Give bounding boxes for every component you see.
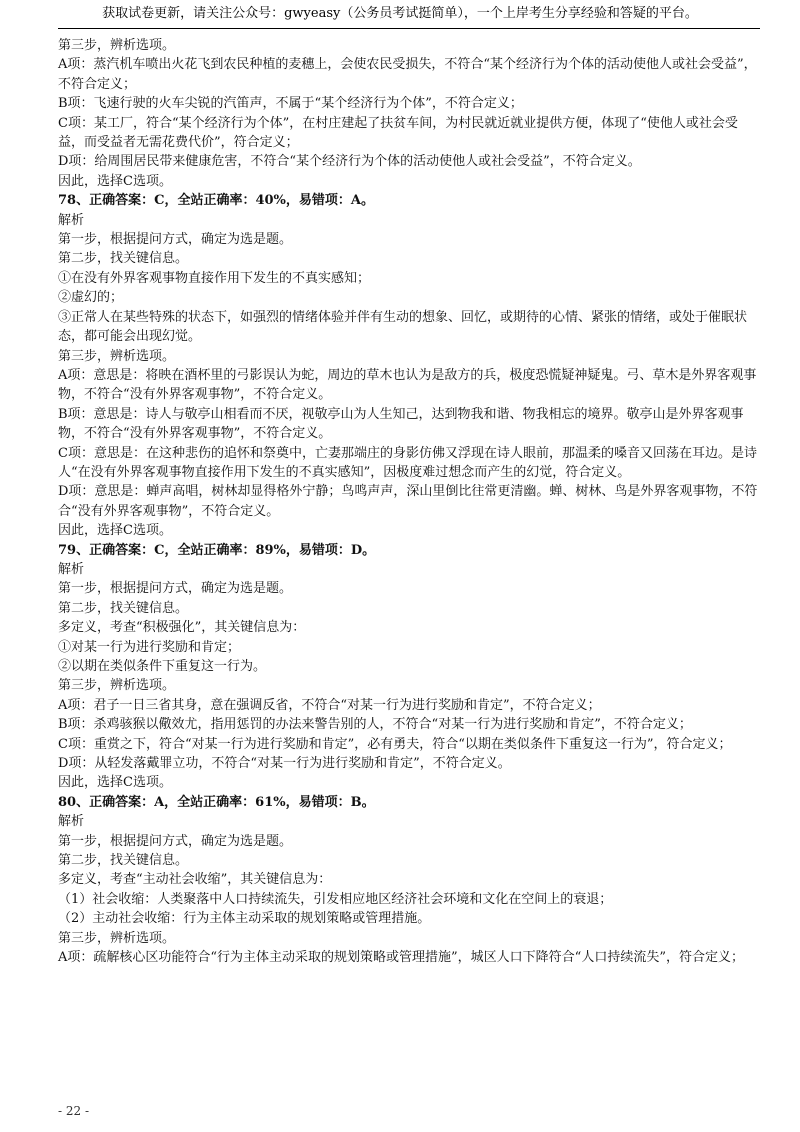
text-line: 第三步，辨析选项。	[58, 678, 176, 694]
text-line: A项：疏解核心区功能符合“行为主体主动采取的规划策略或管理措施”，城区人口下降符合“人口持续流失”，符合定义；	[58, 950, 744, 966]
page-number: - 22 -	[58, 1104, 90, 1118]
text-line: 第一步，根据提问方式，确定为选是题。	[58, 833, 293, 849]
text-line: A项：蒸汽机车喷出火花飞到农民种植的麦穗上，会使农民受损失，不符合“某个经济行为个体的活动使他人或社会受益”，不符合定义；	[58, 57, 757, 92]
text-line: 多定义，考查“主动社会收缩”，其关键信息为：	[58, 872, 332, 888]
text-line: B项：飞速行驶的火车尖锐的汽笛声，不属于“某个经济行为个体”，不符合定义；	[58, 96, 523, 112]
text-line: C项：意思是：在这种悲伤的追怀和祭奠中，亡妻那端庄的身影仿佛又浮现在诗人眼前，那温柔的嗓音又回荡在耳边。是诗人“在没有外界客观事物直接作用下发生的不真实感知”，因极度难过想念而产生的幻觉，符合定义。	[58, 445, 757, 480]
text-line: A项：君子一日三省其身，意在强调反省，不符合“对某一行为进行奖励和肯定”，不符合定义；	[58, 697, 601, 713]
text-line: 因此，选择C选项。	[58, 173, 172, 189]
header-divider	[58, 28, 760, 29]
text-line: （1）社会收缩：人类聚落中人口持续流失，引发相应地区经济社会环境和文化在空间上的衰退；	[58, 891, 613, 907]
text-line: D项：从轻发落戴罪立功，不符合“对某一行为进行奖励和肯定”，不符合定义。	[58, 756, 511, 772]
text-line: 第三步，辨析选项。	[58, 38, 176, 53]
text-line: B项：意思是：诗人与敬亭山相看而不厌，视敬亭山为人生知己，达到物我和谐、物我相忘的境界。敬亭山是外界客观事物，不符合“没有外界客观事物”，不符合定义。	[58, 406, 744, 442]
text-line: B项：杀鸡骇猴以儆效尤，指用惩罚的办法来警告别的人，不符合“对某一行为进行奖励和肯定”，不符合定义；	[58, 717, 692, 733]
text-line: D项：意思是：蝉声高唱，树林却显得格外宁静；鸟鸣声声，深山里倒比往常更清幽。蝉、树林、鸟是外界客观事物，不符合“没有外界客观事物”，不符合定义。	[58, 484, 758, 519]
text-line: ②以期在类似条件下重复这一行为。	[58, 659, 267, 674]
text-line: （2）主动社会收缩：行为主体主动采取的规划策略或管理措施。	[58, 911, 431, 927]
text-line: C项：某工厂，符合“某个经济行为个体”，在村庄建起了扶贫车间，为村民就近就业提供方便，体现了“使他人或社会受益，而受益者无需花费代价”，符合定义；	[58, 115, 738, 151]
text-line: 第一步，根据提问方式，确定为选是题。	[58, 581, 293, 597]
text-line: D项：给周围居民带来健康危害，不符合“某个经济行为个体的活动使他人或社会受益”，不符合定义。	[58, 154, 641, 170]
text-line: ①在没有外界客观事物直接作用下发生的不真实感知；	[58, 270, 371, 286]
page-header: 获取试卷更新，请关注公众号：gwyeasy（公务员考试挺简单），一个上岸考生分享经验和答疑的平台。	[102, 6, 698, 21]
answer-heading: 78、正确答案：C，全站正确率：40%，易错项：A。	[58, 193, 374, 209]
text-line: ②虚幻的；	[58, 290, 124, 306]
answer-heading: 79、正确答案：C，全站正确率：89%，易错项：D。	[58, 542, 376, 558]
text-line: 第二步，找关键信息。	[58, 251, 189, 267]
text-line: 第二步，找关键信息。	[58, 600, 189, 616]
text-line: 因此，选择C选项。	[58, 523, 172, 539]
text-line: C项：重赏之下，符合“对某一行为进行奖励和肯定”，必有勇夫，符合“以期在类似条件下重复这一行为”，符合定义；	[58, 736, 732, 752]
text-line: 第二步，找关键信息。	[58, 853, 189, 869]
text-line: 解析	[58, 814, 85, 830]
text-line: 解析	[58, 212, 85, 228]
text-line: 多定义，考查“积极强化”，其关键信息为：	[58, 620, 306, 636]
text-line: 第三步，辨析选项。	[58, 930, 176, 946]
text-line: ①对某一行为进行奖励和肯定；	[58, 639, 241, 655]
answer-heading: 80、正确答案：A，全站正确率：61%，易错项：B。	[58, 794, 375, 810]
text-line: 第三步，辨析选项。	[58, 348, 176, 364]
text-line: A项：意思是：将映在酒杯里的弓影误认为蛇，周边的草木也认为是敌方的兵，极度恐慌疑神疑鬼。弓、草木是外界客观事物，不符合“没有外界客观事物”，不符合定义。	[58, 367, 757, 403]
text-line: ③正常人在某些特殊的状态下，如强烈的情绪体验并伴有生动的想象、回忆，或期待的心情、紧张的情绪，或处于催眠状态，都可能会出现幻觉。	[58, 309, 748, 345]
text-line: 第一步，根据提问方式，确定为选是题。	[58, 232, 293, 248]
document-body	[58, 36, 760, 968]
text-line: 因此，选择C选项。	[58, 775, 172, 791]
text-line: 解析	[58, 561, 85, 577]
